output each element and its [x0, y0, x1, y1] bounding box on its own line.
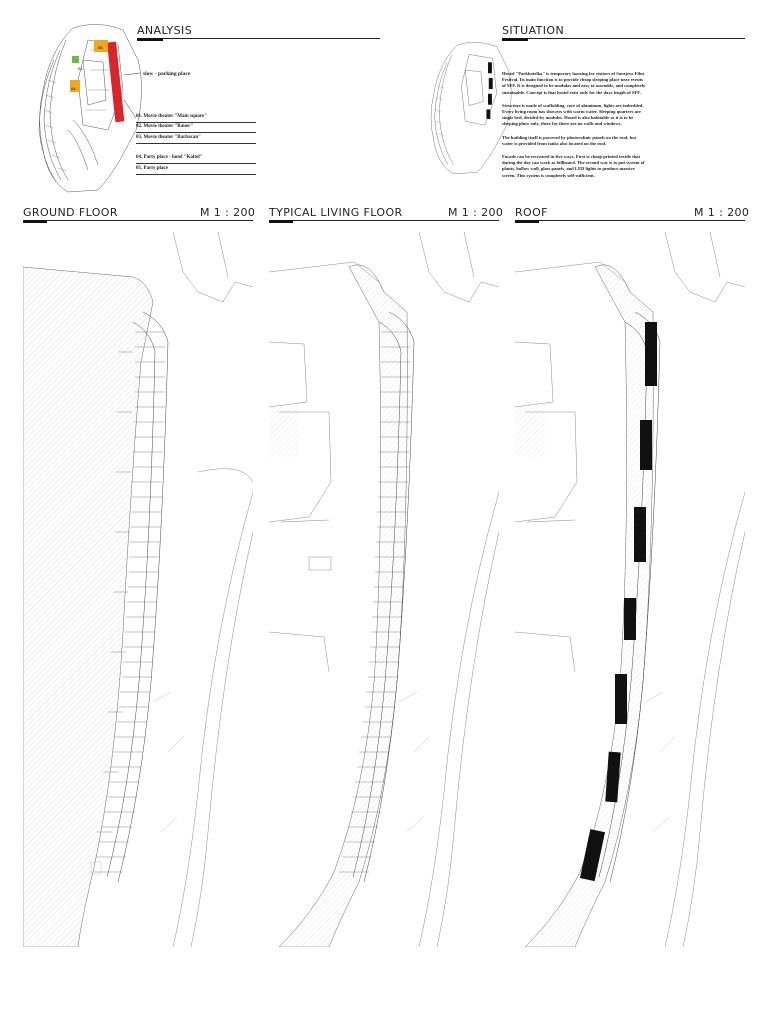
legend-divider	[136, 122, 256, 123]
situation-section	[384, 0, 768, 190]
ground-floor-plan	[23, 232, 253, 947]
roof-rule	[515, 220, 745, 221]
roof-scale: M 1 : 200	[694, 206, 750, 219]
analysis-heading-bar	[137, 38, 163, 41]
situation-heading-bar	[502, 38, 528, 41]
situation-paragraph: The building itself is powered by photovoltaic panels on the roof, hot water is provided from tanks also located on the roof.	[502, 134, 637, 146]
legend-divider	[136, 163, 256, 164]
legend-divider	[136, 143, 256, 144]
legend-divider	[136, 174, 256, 175]
living-floor-bar	[269, 220, 293, 223]
situation-paragraph: Hostel "Parkhotelka" is temporary housing for visitors of Sarajevo Film Festival. Its main function is to provide cheap sleeping place near events of SFF. It is designed to be modular and easy to assemble, and completely sustainable. Concept is that hostel exist only for the days length of SFF.	[502, 71, 646, 95]
legend-item-01: 01. Movie theater "Main square"	[136, 114, 208, 119]
ground-floor-rule	[23, 220, 253, 221]
legend-divider	[136, 132, 256, 133]
living-floor-plan	[269, 232, 499, 947]
map-marker-04: 04.	[71, 86, 77, 91]
living-floor-scale: M 1 : 200	[448, 206, 504, 219]
map-marker-01: 01.	[78, 66, 84, 71]
ground-floor-title: GROUND FLOOR	[23, 206, 118, 219]
roof-bar	[515, 220, 539, 223]
situation-description	[502, 71, 647, 186]
parking-annotation: slow - parking place	[143, 71, 191, 77]
legend-item-04: 04. Party place - hotel "Kaltef"	[136, 155, 203, 160]
situation-paragraph: Structure is made of scaffolding, core of aluminum, lights are imbedded. Every living room has showers with warm water. Sleeping quarters are single bed, divided by modules. Hostel is also habitable as it is to be sleeping place only, there for there are no walls and windows.	[502, 102, 644, 127]
living-floor-rule	[269, 220, 499, 221]
legend-item-03: 03. Movie theater "Barbacan"	[136, 135, 201, 140]
ground-floor-bar	[23, 220, 47, 223]
living-floor-title: TYPICAL LIVING FLOOR	[269, 206, 403, 219]
situation-heading: SITUATION	[502, 24, 565, 37]
legend-item-02: 02. Movie theater "Bauer"	[136, 124, 194, 129]
situation-paragraph: Facade can be recreated in five ways. First is cheap printed textile that during the day can work as billboard. The second way is to put system of plants, hollow wall, glass panels, and LED lights to produce massive screen. This system is completely self-sufficient.	[502, 154, 645, 178]
situation-heading-rule	[502, 38, 745, 39]
legend-item-05: 05. Party place	[136, 166, 168, 171]
analysis-section	[0, 0, 384, 190]
roof-plan	[515, 232, 745, 947]
analysis-heading: ANALYSIS	[137, 24, 193, 37]
roof-title: ROOF	[515, 206, 548, 219]
map-marker-05: 05.	[98, 45, 104, 50]
ground-floor-scale: M 1 : 200	[200, 206, 256, 219]
analysis-heading-rule	[137, 38, 380, 39]
